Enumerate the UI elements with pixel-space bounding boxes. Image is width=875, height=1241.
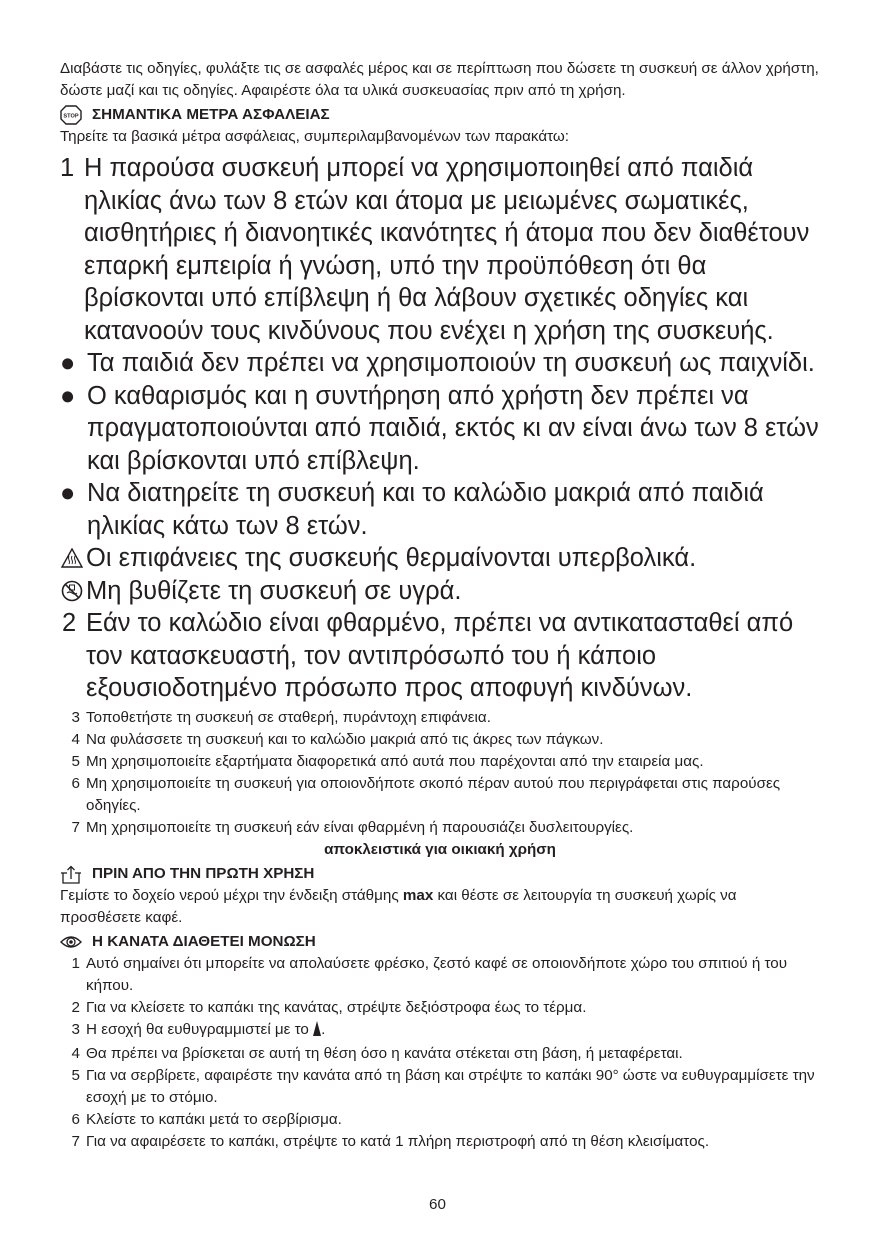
big-list-item xyxy=(60,607,820,705)
item-number: 6 xyxy=(71,1110,80,1128)
hot-surface-warning xyxy=(60,542,820,575)
item-text-part: . xyxy=(321,1020,326,1038)
item-text: Να φυλάσσετε τη συσκευή και το καλώδιο μακριά από τις άκρες των πάγκων. xyxy=(86,730,604,748)
item-text xyxy=(86,1019,820,1043)
list-item xyxy=(60,1019,820,1043)
no-immerse-warning xyxy=(60,575,820,608)
item-number: 6 xyxy=(71,774,80,792)
item-text: Αυτό σημαίνει ότι μπορείτε να απολαύσετε φρέσκο, ζεστό καφέ σε οποιονδήποτε χώρο του σπιτιού ή του κήπου. xyxy=(86,954,788,994)
first-use-title: ΠΡΙΝ ΑΠΟ ΤΗΝ ΠΡΩΤΗ ΧΡΗΣΗ xyxy=(92,864,315,882)
bullet-icon: ● xyxy=(60,349,76,377)
big-list-item xyxy=(60,347,820,380)
item-text: Μη χρησιμοποιείτε εξαρτήματα διαφορετικά από αυτά που παρέχονται από την εταιρεία μας. xyxy=(86,752,704,770)
big-list-item xyxy=(60,152,820,347)
first-use-text-part: και θέστε σε λειτουργία τη συσκευή χωρίς να προσθέσετε καφέ. xyxy=(60,886,737,926)
insulated-list xyxy=(60,953,820,1153)
item-text: Μη χρησιμοποιείτε τη συσκευή για οποιονδήποτε σκοπό πέραν αυτού που περιγράφεται στις παρούσες οδηγίες. xyxy=(86,774,781,814)
first-use-heading xyxy=(60,863,820,885)
list-item xyxy=(60,953,820,997)
household-use-note: αποκλειστικά για οικιακή χρήση xyxy=(324,840,556,858)
list-item xyxy=(60,751,820,773)
list-item xyxy=(60,1065,820,1109)
item-number: 4 xyxy=(71,1044,80,1062)
big-item-text: Εάν το καλώδιο είναι φθαρμένο, πρέπει να αντικατασταθεί από τον κατασκευαστή, τον αντιπρόσωπό του ή κάποιο εξουσιοδοτημένο πρόσωπο προς αποφυγή κινδύνων. xyxy=(86,609,794,702)
list-item xyxy=(60,729,820,751)
big-item-text: Η παρούσα συσκευή μπορεί να χρησιμοποιηθεί από παιδιά ηλικίας άνω των 8 ετών και άτομα με μειωμένες σωματικές, αισθητήριες ή διανοητικές ικανότητες ή άτομα που δεν διαθέτουν επαρκή εμπειρία ή γνώση, υπό την προϋπόθεση ότι θα βρίσκονται υπό επίβλεψη ή θα λάβουν σχετικές οδηγίες και κατανοούν τους κινδύνους που ενέχει η χρήση της συσκευής. xyxy=(84,154,810,345)
no-immerse-icon xyxy=(60,579,84,603)
list-item xyxy=(60,707,820,729)
max-label: max xyxy=(402,886,434,904)
unpack-icon xyxy=(60,864,82,884)
hot-surface-icon xyxy=(60,546,84,570)
item-text: Για να αφαιρέσετε το καπάκι, στρέψτε το κατά 1 πλήρη περιστροφή από τη θέση κλεισίματος. xyxy=(86,1132,710,1150)
warning-text: Μη βυθίζετε τη συσκευή σε υγρά. xyxy=(86,576,462,605)
big-list-item xyxy=(60,477,820,542)
item-text: Θα πρέπει να βρίσκεται σε αυτή τη θέση όσο η κανάτα στέκεται στη βάση, ή μεταφέρεται. xyxy=(86,1044,683,1062)
eye-icon xyxy=(60,932,82,952)
stop-icon xyxy=(60,105,82,125)
list-item xyxy=(60,1109,820,1131)
item-text: Για να κλείσετε το καπάκι της κανάτας, στρέψτε δεξιόστροφα έως το τέρμα. xyxy=(86,998,587,1016)
item-number: 7 xyxy=(71,1132,80,1150)
safety-lead: Τηρείτε τα βασικά μέτρα ασφάλειας, συμπεριλαμβανομένων των παρακάτω: xyxy=(60,128,569,145)
safety-small-list xyxy=(60,707,820,839)
big-list xyxy=(60,152,820,705)
big-item-number: 2 xyxy=(62,609,77,637)
big-item-text: Να διατηρείτε τη συσκευή και το καλώδιο μακριά από παιδιά ηλικίας κάτω των 8 ετών. xyxy=(87,479,764,540)
first-use-text-part: Γεμίστε το δοχείο νερού μέχρι την ένδειξη στάθμης xyxy=(60,886,403,904)
insulated-title: Η ΚΑΝΑΤΑ ΔΙΑΘΕΤΕΙ ΜΟΝΩΣΗ xyxy=(92,932,316,950)
list-item xyxy=(60,1043,820,1065)
list-item xyxy=(60,1131,820,1153)
safety-title: ΣΗΜΑΝΤΙΚΑ ΜΕΤΡΑ ΑΣΦΑΛΕΙΑΣ xyxy=(92,106,330,123)
intro-paragraph: Διαβάστε τις οδηγίες, φυλάξτε τις σε ασφαλές μέρος και σε περίπτωση που δώσετε τη συσκευή σε άλλον χρήστη, δώστε μαζί και τις οδηγίες. Αφαιρέστε όλα τα υλικά συσκευασίας πριν από τη χρήση. xyxy=(60,60,819,99)
item-number: 3 xyxy=(71,708,80,726)
item-text: Για να σερβίρετε, αφαιρέστε την κανάτα από τη βάση και στρέψτε το καπάκι 90° ώστε να ευθυγραμμίσετε την εσοχή με το στόμιο. xyxy=(86,1066,815,1106)
first-use-text xyxy=(60,885,820,929)
list-item xyxy=(60,817,820,839)
item-number: 7 xyxy=(71,818,80,836)
item-text: Τοποθετήστε τη συσκευή σε σταθερή, πυράντοχη επιφάνεια. xyxy=(86,708,491,726)
page-number: 60 xyxy=(429,1196,446,1213)
item-text-part: Η εσοχή θα ευθυγραμμιστεί με το xyxy=(86,1020,314,1038)
bullet-icon: ● xyxy=(60,381,76,410)
bullet-icon: ● xyxy=(60,479,76,507)
big-item-text: Τα παιδιά δεν πρέπει να χρησιμοποιούν τη συσκευή ως παιχνίδι. xyxy=(87,349,815,377)
big-item-number: 1 xyxy=(60,154,75,182)
item-number: 4 xyxy=(71,730,80,748)
item-number: 3 xyxy=(71,1020,80,1038)
stop-icon-text: STOP xyxy=(63,113,79,120)
insulated-heading xyxy=(60,931,820,953)
list-item xyxy=(60,773,820,817)
arrow-marker-icon xyxy=(313,1021,321,1043)
item-number: 5 xyxy=(71,1066,80,1084)
list-item xyxy=(60,997,820,1019)
document-page xyxy=(60,58,820,1153)
safety-heading xyxy=(60,104,820,126)
warning-text: Οι επιφάνειες της συσκευής θερμαίνονται υπερβολικά. xyxy=(86,544,697,572)
item-number: 1 xyxy=(71,954,80,972)
big-list-item xyxy=(60,380,820,478)
big-item-text: Ο καθαρισμός και η συντήρηση από χρήστη δεν πρέπει να πραγματοποιούνται από παιδιά, εκτός κι αν είναι άνω των 8 ετών και βρίσκονται υπό επίβλεψη. xyxy=(87,381,819,475)
item-text: Κλείστε το καπάκι μετά το σερβίρισμα. xyxy=(86,1110,342,1128)
item-text: Μη χρησιμοποιείτε τη συσκευή εάν είναι φθαρμένη ή παρουσιάζει δυσλειτουργίες. xyxy=(86,818,634,836)
item-number: 5 xyxy=(71,752,80,770)
item-number: 2 xyxy=(71,998,80,1016)
